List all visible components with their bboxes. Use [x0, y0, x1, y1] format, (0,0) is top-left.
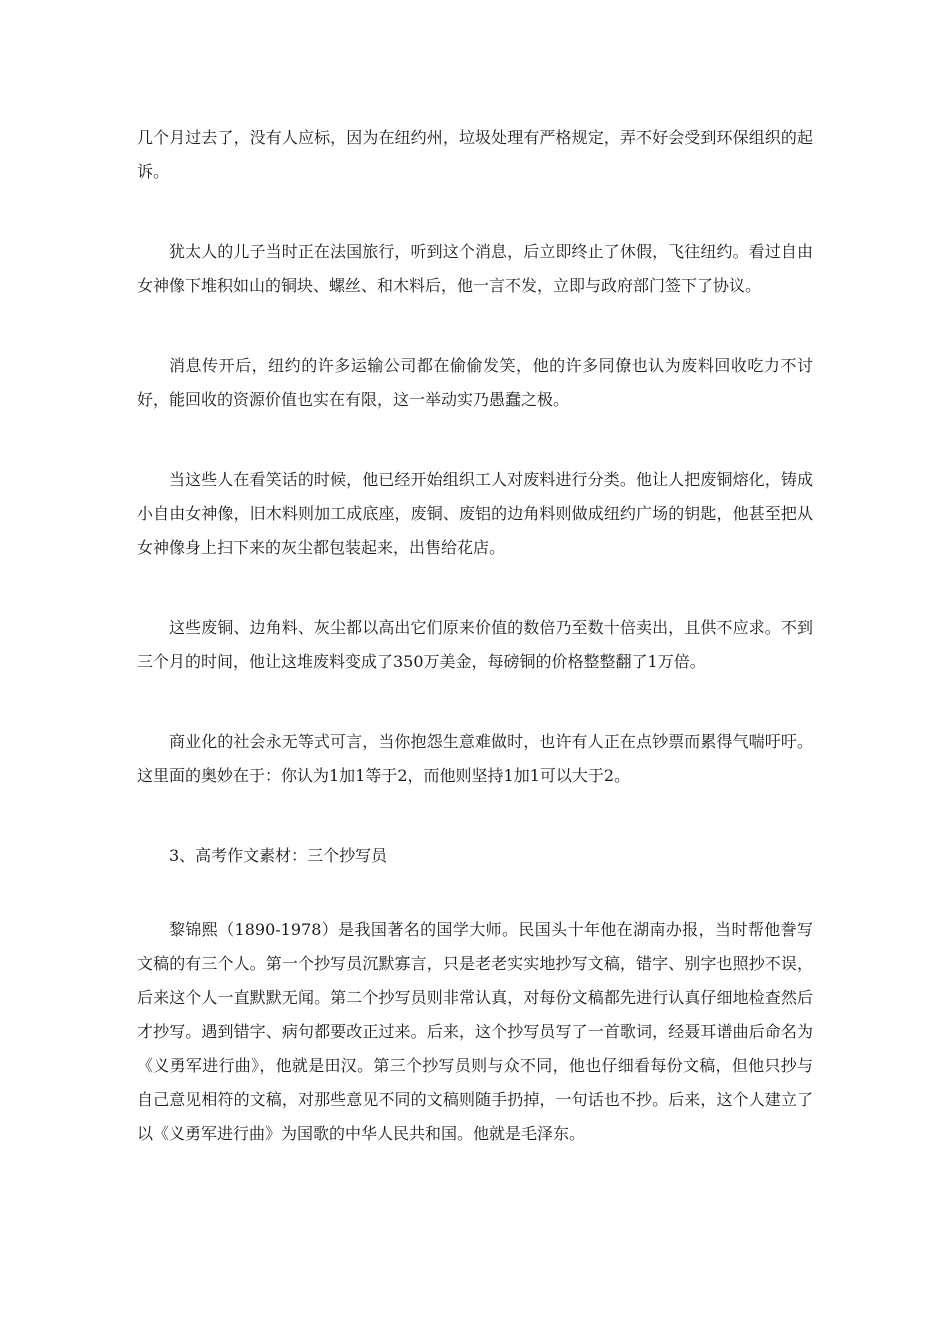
paragraph-business-lesson: 商业化的社会永无等式可言，当你抱怨生意难做时，也许有人正在点钞票而累得气喘吁吁。这里面的奥妙在于：你认为1加1等于2，而他则坚持1加1可以大于2。: [137, 732, 813, 785]
paragraph-news-spreads: 消息传开后，纽约的许多运输公司都在偷偷发笑，他的许多同僚也认为废料回收吃力不讨好，能回收的资源价值也实在有限，这一举动实乃愚蠢之极。: [137, 356, 813, 409]
paragraph-profit: 这些废铜、边角料、灰尘都以高出它们原来价值的数倍乃至数十倍卖出，且供不应求。不到三个月的时间，他让这堆废料变成了350万美金，每磅铜的价格整整翻了1万倍。: [137, 618, 813, 671]
paragraph-recycling: 当这些人在看笑话的时候，他已经开始组织工人对废料进行分类。他让人把废铜熔化，铸成小自由女神像，旧木料则加工成底座，废铜、废铝的边角料则做成纽约广场的钥匙，他甚至把从女神像身上扫下来的灰尘都包装起来，出售给花店。: [137, 470, 813, 557]
paragraph-son-returns: 犹太人的儿子当时正在法国旅行，听到这个消息，后立即终止了休假，飞往纽约。看过自由女神像下堆积如山的铜块、螺丝、和木料后，他一言不发，立即与政府部门签下了协议。: [137, 242, 813, 295]
paragraph-three-copyists: 黎锦熙（1890-1978）是我国著名的国学大师。民国头十年他在湖南办报，当时帮他誊写文稿的有三个人。第一个抄写员沉默寡言，只是老老实实地抄写文稿，错字、别字也照抄不误，后来这个人一直默默无闻。第二个抄写员则非常认真，对每份文稿都先进行认真仔细地检查然后才抄写。遇到错字、病句都要改正过来。后来，这个抄写员写了一首歌词，经聂耳谱曲后命名为《义勇军进行曲》，他就是田汉。第三个抄写员则与众不同，他也仔细看每份文稿，但他只抄与自己意见相符的文稿，对那些意见不同的文稿则随手扔掉，一句话也不抄。后来，这个人建立了以《义勇军进行曲》为国歌的中华人民共和国。他就是毛泽东。: [137, 920, 813, 1143]
section-heading-three-copyists: 3、高考作文素材：三个抄写员: [169, 846, 388, 865]
paragraph-bidding: 几个月过去了，没有人应标，因为在纽约州，垃圾处理有严格规定，弄不好会受到环保组织的起诉。: [137, 128, 813, 181]
